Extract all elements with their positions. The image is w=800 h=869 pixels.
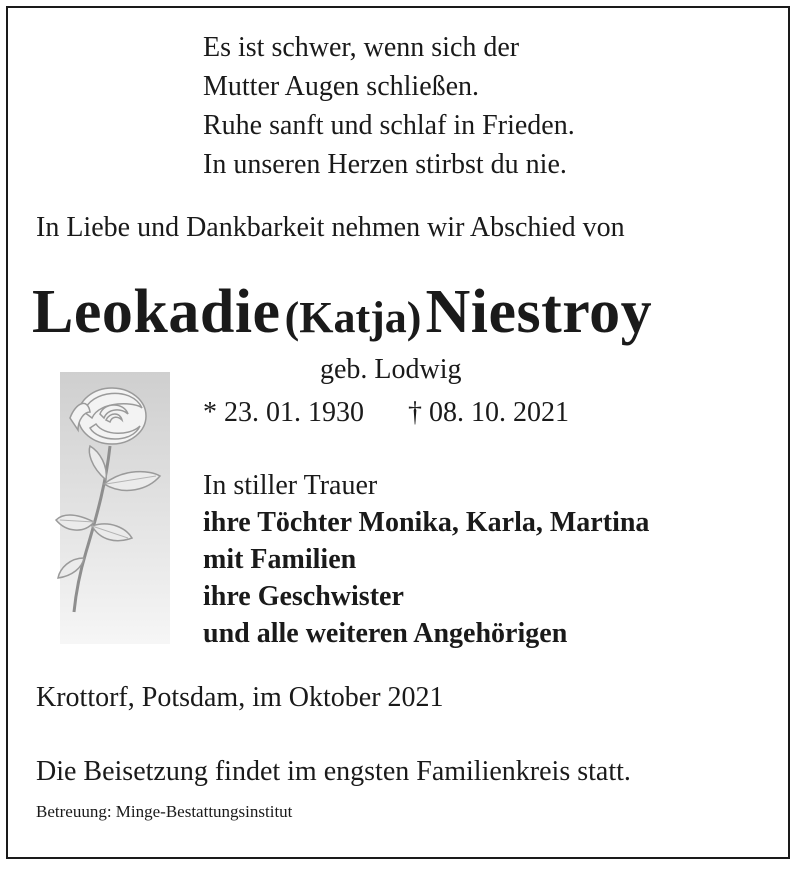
mourners <box>203 467 649 652</box>
rose-icon <box>40 372 190 644</box>
last-name: Niestroy <box>425 278 653 346</box>
death-date: † 08. 10. 2021 <box>408 397 569 428</box>
care-note: Betreuung: Minge-Bestattungsinstitut <box>36 802 293 821</box>
mourner-line: ihre Töchter Monika, Karla, Martina <box>203 507 650 538</box>
poem-line: Mutter Augen schließen. <box>203 71 480 102</box>
nickname: (Katja) <box>284 293 422 342</box>
mourner-line: und alle weiteren Angehörigen <box>203 618 568 649</box>
mourners-intro: In stiller Trauer <box>203 470 378 501</box>
mourner-line: mit Familien <box>203 544 357 575</box>
poem <box>203 28 575 184</box>
rose-image-panel <box>60 372 170 644</box>
poem-line: Ruhe sanft und schlaf in Frieden. <box>203 110 575 141</box>
burial-note: Die Beisetzung findet im engsten Familienkreis statt. <box>36 756 631 787</box>
poem-line: Es ist schwer, wenn sich der <box>203 32 520 63</box>
farewell-intro: In Liebe und Dankbarkeit nehmen wir Abschied von <box>36 212 625 243</box>
birth-date: * 23. 01. 1930 <box>203 397 364 428</box>
place-date: Krottorf, Potsdam, im Oktober 2021 <box>36 682 444 713</box>
poem-line: In unseren Herzen stirbst du nie. <box>203 149 567 180</box>
mourner-line: ihre Geschwister <box>203 581 404 612</box>
life-dates <box>203 393 569 433</box>
first-name: Leokadie <box>32 278 281 346</box>
birth-name: geb. Lodwig <box>320 354 462 385</box>
